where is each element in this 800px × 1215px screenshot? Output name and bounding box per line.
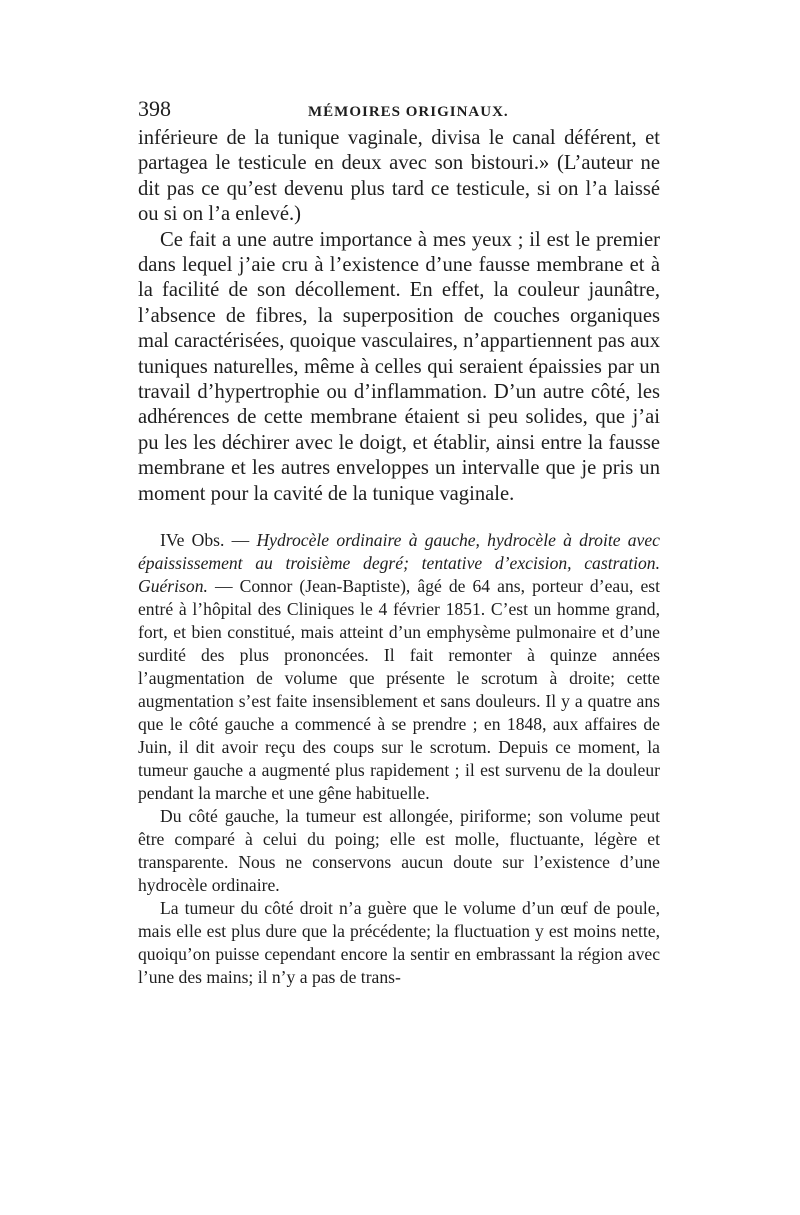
observation-paragraph (138, 529, 660, 805)
paragraph: Du côté gauche, la tumeur est allongée, piriforme; son volume peut être comparé à celui du poing; elle est molle, fluctuante, légère et transparente. Nous ne conservons aucun doute sur l’existence d’une hydrocèle ordinaire. (138, 806, 660, 896)
main-text (138, 126, 660, 507)
running-head: MÉMOIRES ORIGINAUX. (308, 104, 509, 120)
paragraph: La tumeur du côté droit n’a guère que le volume d’un œuf de poule, mais elle est plus dure que la précédente; la fluctuation y est moins nette, quoiqu’on puisse cependant encore la sentir en embrassant la région avec l’une des mains; il n’y a pas de trans- (138, 898, 660, 988)
observation-dash: — (224, 530, 257, 551)
book-page (138, 96, 660, 989)
page-number: 398 (138, 96, 171, 121)
paragraph: Ce fait a une autre importance à mes yeux ; il est le premier dans lequel j’aie cru à l’existence d’une fausse membrane et à la facilité de son décollement. En effet, la couleur jaunâtre, l’absence de fibres, la superposition de couches organiques mal caractérisées, quoique vasculaires, n’appartiennent pas aux tuniques naturelles, même à celles qui seraient épaissies par un travail d’hypertrophie ou d’inflammation. D’un autre côté, les adhérences de cette membrane étaient si peu solides, que j’ai pu les les déchirer avec le doigt, et établir, ainsi entre la fausse membrane et les autres enveloppes un intervalle que je pris un moment pour la cavité de la tunique vaginale. (138, 228, 660, 505)
observation-title: Hydrocèle ordinaire à gauche, hydrocèle à droite avec épaississement au troisième degré; tentative d’excision, castration. Guérison. (138, 530, 660, 597)
observation-text: — Connor (Jean-Baptiste), âgé de 64 ans, porteur d’eau, est entré à l’hôpital des Cliniques le 4 février 1851. C’est un homme grand, fort, et bien constitué, mais atteint d’un emphysème pulmonaire et d’une surdité des plus prononcées. Il fait remonter à quinze années l’augmentation de volume que présente le scrotum à droite; cette augmentation s’est faite insensiblement et sans douleurs. Il y a quatre ans que le côté gauche a commencé à se prendre ; en 1848, aux affaires de Juin, il dit avoir reçu des coups sur le scrotum. Depuis ce moment, la tumeur gauche a augmenté plus rapidement ; il est survenu de la douleur pendant la marche et une gêne habituelle. (138, 576, 660, 804)
observation-section (138, 529, 660, 989)
page-header (138, 96, 660, 126)
continuation-paragraph: inférieure de la tunique vaginale, divisa le canal déférent, et partagea le testicule en deux avec son bistouri.» (L’auteur ne dit pas ce qu’est devenu plus tard ce testicule, si on l’a laissé ou si on l’a enlevé.) (138, 127, 660, 226)
observation-label: IVe Obs. (160, 530, 225, 551)
